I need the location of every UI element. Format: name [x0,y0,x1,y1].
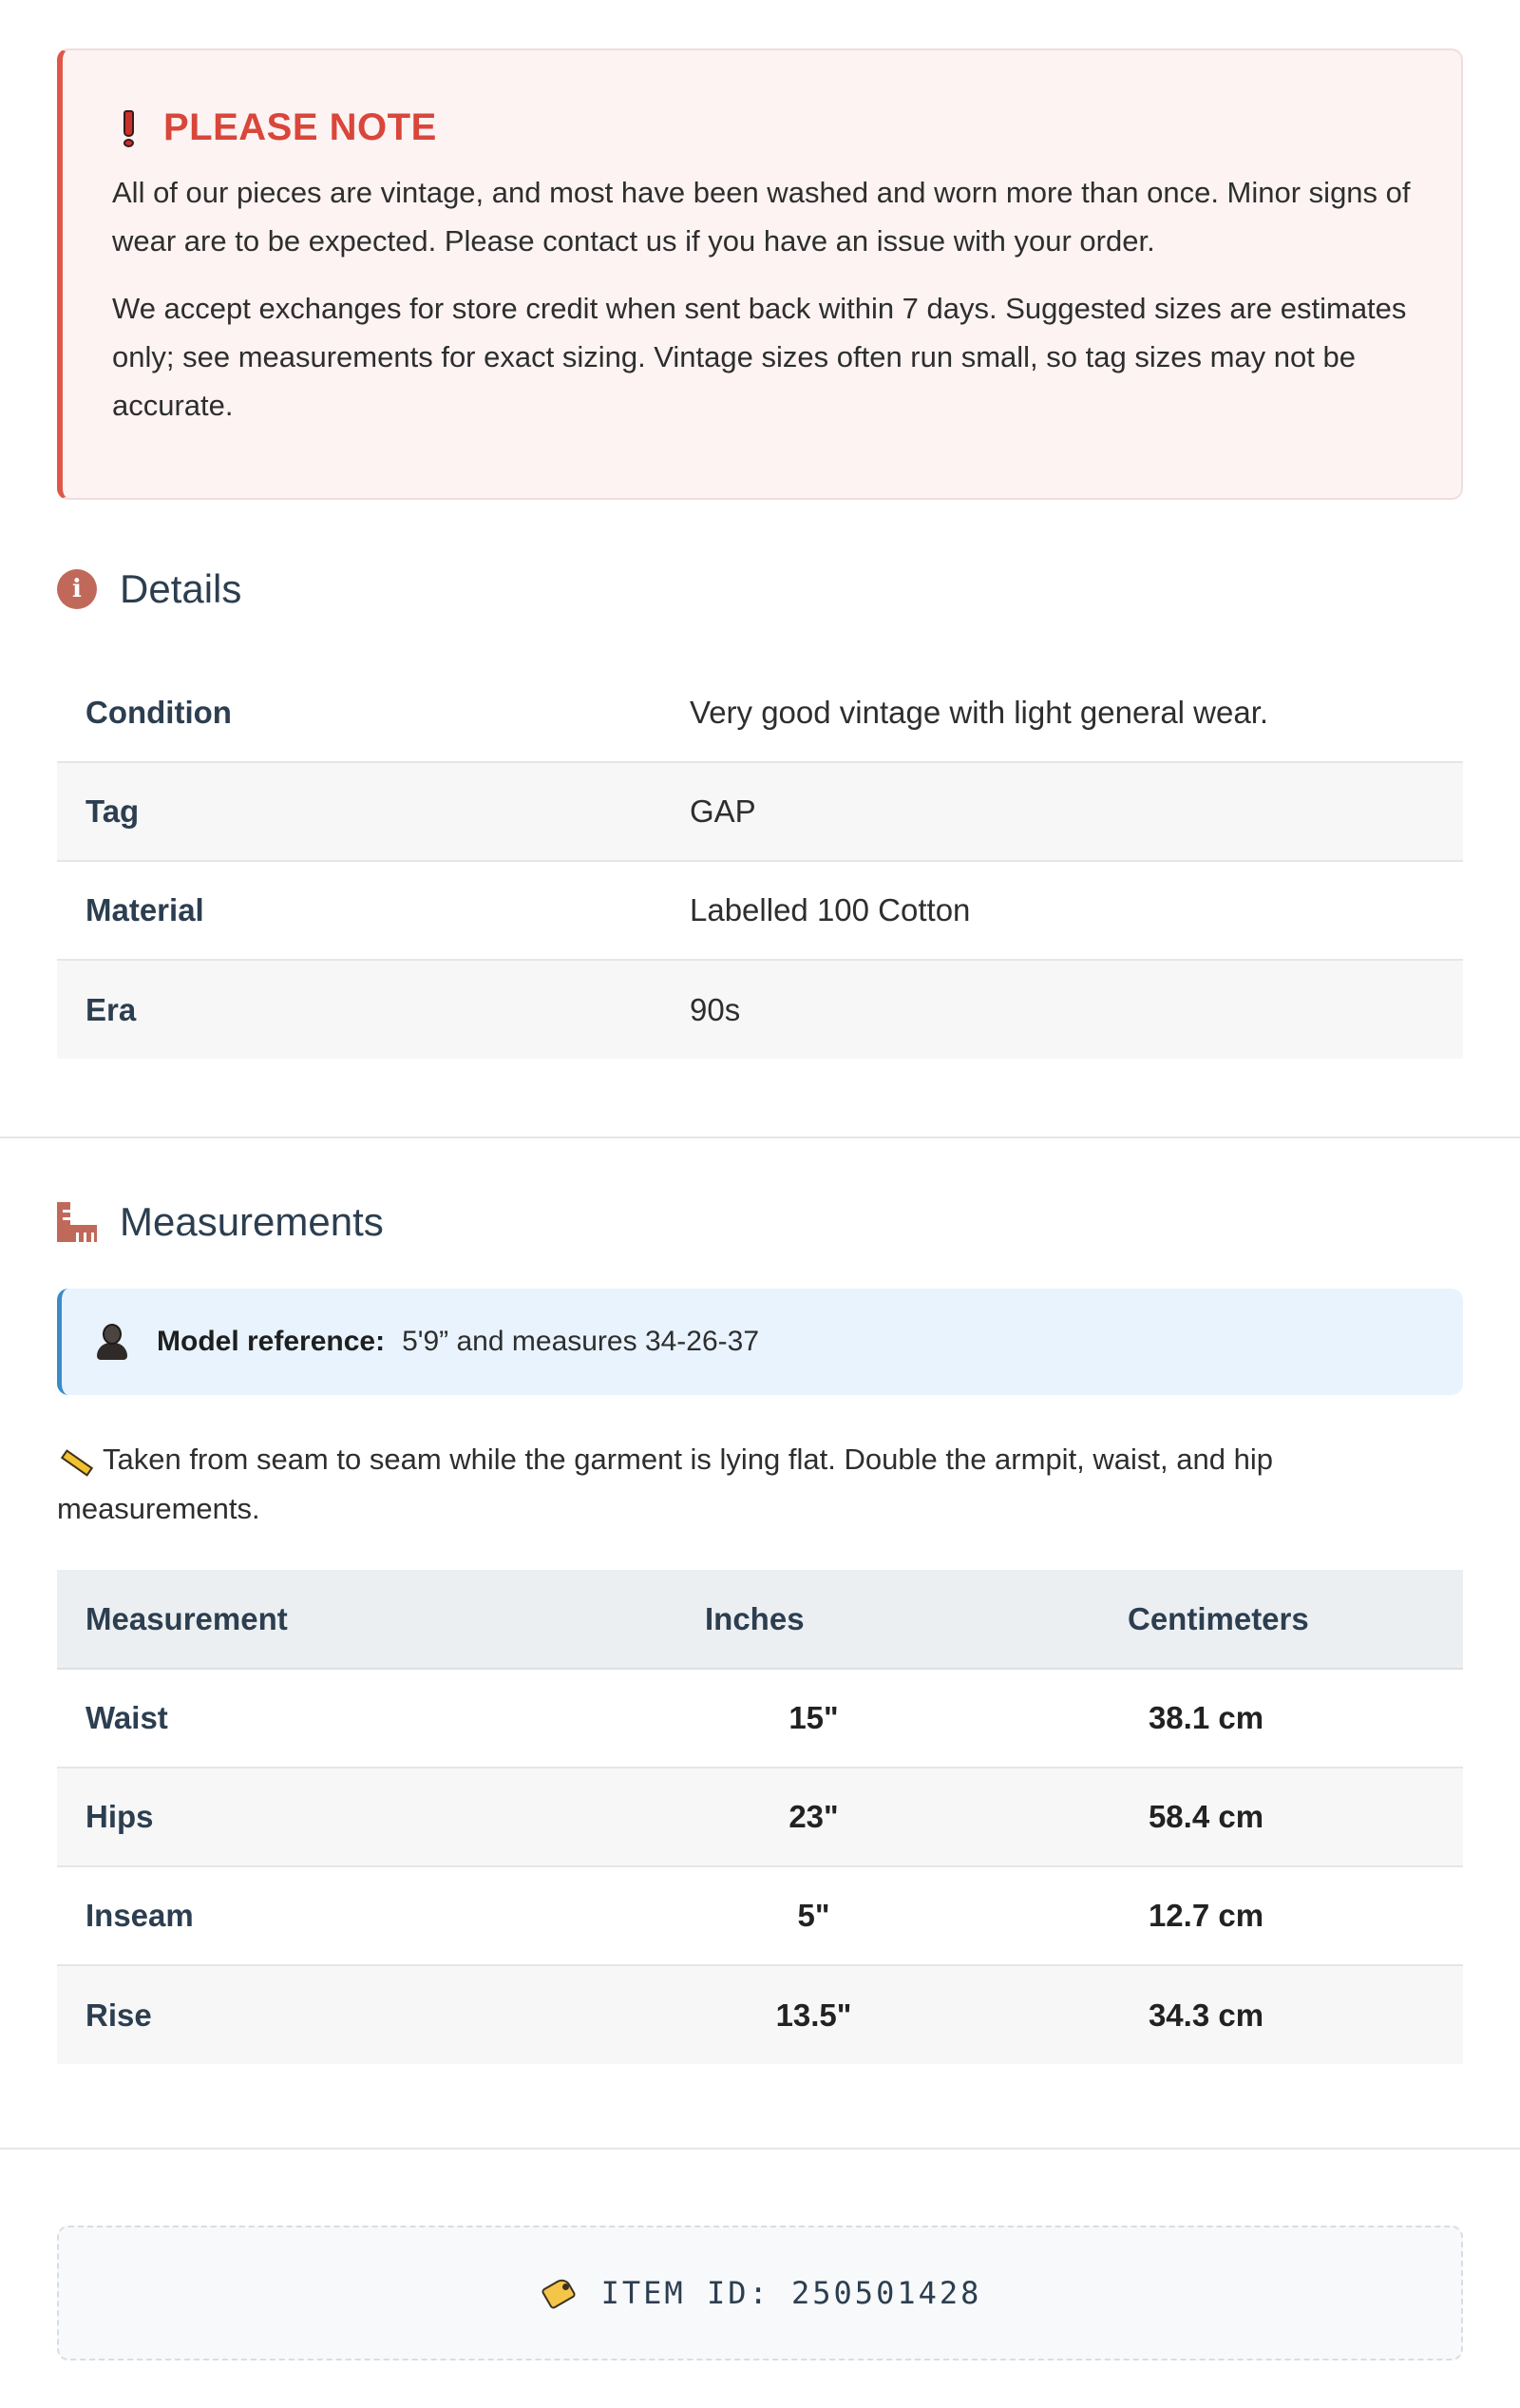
ruler-icon [57,1202,97,1242]
detail-label: Condition [57,663,690,762]
tag-icon [539,2276,579,2310]
details-heading [57,566,241,612]
measurement-inches: 15" [602,1669,1025,1768]
measurement-cm: 38.1 cm [1025,1669,1463,1768]
model-reference-label: Model reference: [157,1326,386,1357]
column-header-inches: Inches [602,1570,1025,1669]
detail-label: Material [57,861,690,960]
detail-value: 90s [690,960,1463,1059]
detail-label: Era [57,960,690,1059]
info-icon: i [57,569,97,609]
table-row [57,960,1463,1059]
measurement-inches: 13.5" [602,1965,1025,2064]
person-icon [96,1324,128,1360]
item-id-label: ITEM ID: 250501428 [600,2275,982,2311]
measurement-cm: 12.7 cm [1025,1866,1463,1965]
measurement-inches: 5" [602,1866,1025,1965]
measurement-name: Hips [57,1768,602,1866]
measurement-cm: 58.4 cm [1025,1768,1463,1866]
table-row [57,1866,1463,1965]
measurement-name: Waist [57,1669,602,1768]
measurements-heading [57,1199,384,1245]
table-row [57,1669,1463,1768]
column-header-centimeters: Centimeters [1025,1570,1463,1669]
measurement-note-text: Taken from seam to seam while the garment is lying flat. Double the armpit, waist, and hip measurements. [57,1443,1273,1525]
column-header-measurement: Measurement [57,1570,602,1669]
table-row [57,1965,1463,2064]
detail-value: Labelled 100 Cotton [690,861,1463,960]
table-row [57,663,1463,762]
model-reference-box [57,1289,1463,1395]
notice-paragraph-wear: All of our pieces are vintage, and most have been washed and worn more than once. Minor signs of wear are to be expected. Please contact us if you have an issue with your order. [112,176,1411,258]
measurement-cm: 34.3 cm [1025,1965,1463,2064]
table-row [57,762,1463,861]
notice-paragraph-exchanges: We accept exchanges for store credit when sent back within 7 days. Suggested sizes are estimates only; see measurements for exact sizing. Vintage sizes often run small, so tag sizes may not be accurate. [112,292,1407,422]
notice-header [112,104,1414,151]
notice-title: PLEASE NOTE [163,105,437,148]
measurements-table [57,1570,1463,2064]
detail-value: Very good vintage with light general wear. [690,663,1463,762]
details-table [57,663,1463,1059]
item-id-box [57,2226,1463,2360]
model-reference-value: 5'9” and measures 34-26-37 [402,1326,760,1357]
table-row [57,1768,1463,1866]
detail-value: GAP [690,762,1463,861]
section-divider [0,2148,1520,2150]
please-note-box [57,48,1463,500]
measurement-name: Inseam [57,1866,602,1965]
section-divider [0,1137,1520,1138]
measurement-inches: 23" [602,1768,1025,1866]
table-row [57,861,1463,960]
exclamation-icon [118,106,139,148]
measurements-title: Measurements [120,1199,384,1244]
detail-label: Tag [57,762,690,861]
measurement-name: Rise [57,1965,602,2064]
table-header-row [57,1570,1463,1669]
details-title: Details [120,566,242,611]
pencil-icon [57,1452,95,1471]
measurement-note [57,1435,1425,1534]
